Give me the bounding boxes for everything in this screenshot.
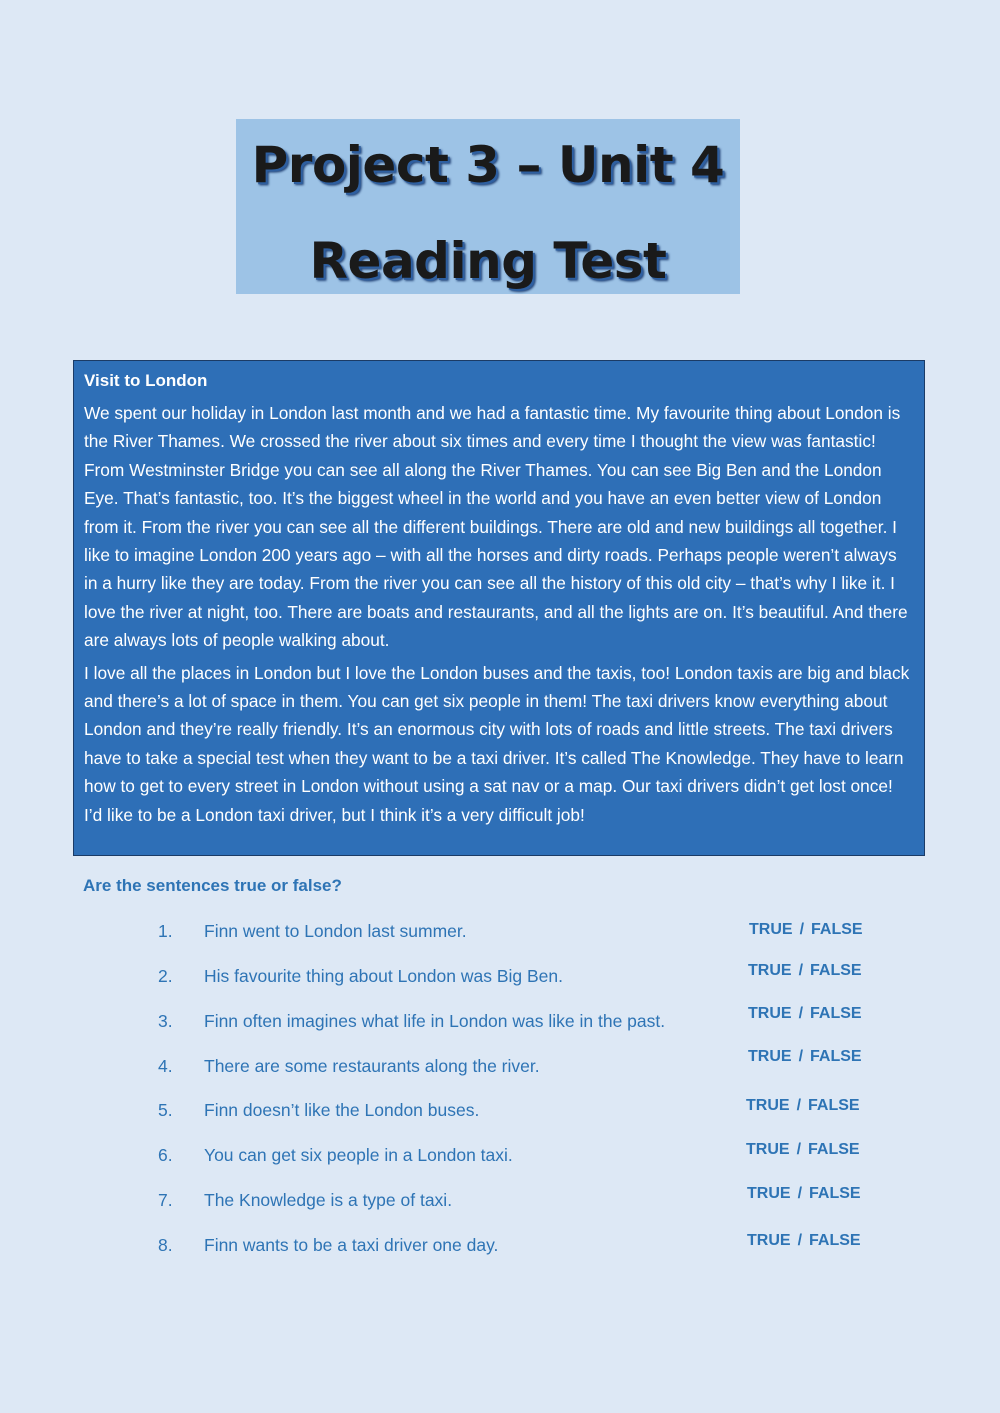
true-option[interactable]: TRUE: [749, 921, 793, 938]
false-option[interactable]: FALSE: [808, 1097, 860, 1114]
question-text: You can get six people in a London taxi.: [204, 1145, 513, 1165]
false-option[interactable]: FALSE: [810, 1005, 862, 1022]
option-separator: /: [797, 1185, 803, 1202]
question-text: Finn doesn’t like the London buses.: [204, 1100, 480, 1120]
option-separator: /: [796, 1097, 802, 1114]
question-number: 1.: [158, 921, 173, 941]
option-separator: /: [796, 1141, 802, 1158]
true-option[interactable]: TRUE: [748, 1048, 792, 1065]
option-separator: /: [798, 1005, 804, 1022]
question-text: Finn wants to be a taxi driver one day.: [204, 1235, 499, 1255]
true-false-options: [748, 1005, 862, 1023]
page-subtitle: Reading Test: [309, 232, 667, 290]
false-option[interactable]: FALSE: [808, 1141, 860, 1158]
question-number: 4.: [158, 1056, 173, 1076]
false-option[interactable]: FALSE: [809, 1232, 861, 1249]
true-false-options: [748, 962, 862, 980]
question-text: His favourite thing about London was Big Ben.: [204, 966, 563, 986]
question-heading: Are the sentences true or false?: [83, 876, 342, 895]
option-separator: /: [798, 962, 804, 979]
passage-paragraph-1: We spent our holiday in London last month and we had a fantastic time. My favourite thing about London is the River Thames. We crossed the river about six times and every time I thought the view was fantastic! From Westminster Bridge you can see all along the River Thames. You can see Big Ben and the London Eye. That’s fantastic, too. It’s the biggest wheel in the world and you have an even better view of London from it. From the river you can see all the different buildings. There are old and new buildings all together. I like to imagine London 200 years ago – with all the horses and dirty roads. Perhaps people weren’t always in a hurry like they are today. From the river you can see all the history of this old city – that’s why I like it. I love the river at night, too. There are boats and restaurants, and all the lights are on. It’s beautiful. And there are always lots of people walking about.: [84, 403, 908, 651]
question-row: [0, 1005, 1000, 1037]
page-title: Project 3 – Unit 4: [251, 136, 725, 194]
true-option[interactable]: TRUE: [748, 1005, 792, 1022]
reading-passage: [73, 360, 925, 856]
question-row: [0, 1048, 1000, 1082]
true-false-options: [749, 921, 863, 939]
true-option[interactable]: TRUE: [746, 1097, 790, 1114]
passage-paragraph-2: I love all the places in London but I love the London buses and the taxis, too! London taxis are big and black and there’s a lot of space in them. You can get six people in them! The taxi drivers know everything about London and they’re really friendly. It’s an enormous city with lots of roads and little streets. The taxi drivers have to take a special test when they want to be a taxi driver. It’s called The Knowledge. They have to learn how to get to every street in London without using a sat nav or a map. Our taxi drivers didn’t get lost once! I’d like to be a London taxi driver, but I think it’s a very difficult job!: [84, 662, 910, 825]
false-option[interactable]: FALSE: [811, 921, 863, 938]
true-option[interactable]: TRUE: [748, 962, 792, 979]
true-option[interactable]: TRUE: [746, 1141, 790, 1158]
true-false-options: [746, 1097, 860, 1115]
question-row: [0, 1185, 1000, 1216]
question-number: 7.: [158, 1190, 173, 1210]
question-number: 5.: [158, 1100, 173, 1120]
option-separator: /: [799, 921, 805, 938]
question-text: Finn went to London last summer.: [204, 921, 467, 941]
question-number: 2.: [158, 966, 173, 986]
question-number: 8.: [158, 1235, 173, 1255]
true-option[interactable]: TRUE: [747, 1185, 791, 1202]
title-box: [236, 119, 740, 294]
question-text: Finn often imagines what life in London was like in the past.: [204, 1011, 666, 1031]
question-number: 6.: [158, 1145, 173, 1165]
false-option[interactable]: FALSE: [810, 1048, 862, 1065]
true-false-options: [746, 1141, 860, 1159]
true-false-options: [747, 1185, 861, 1203]
question-row: [0, 962, 1000, 992]
false-option[interactable]: FALSE: [809, 1185, 861, 1202]
question-row: [0, 1232, 1000, 1261]
option-separator: /: [798, 1048, 804, 1065]
question-number: 3.: [158, 1011, 173, 1031]
question-row: [0, 1141, 1000, 1171]
true-false-options: [747, 1232, 861, 1250]
passage-title: Visit to London: [84, 371, 208, 390]
question-row: [0, 1097, 1000, 1126]
question-row: [0, 921, 1000, 947]
false-option[interactable]: FALSE: [810, 962, 862, 979]
option-separator: /: [797, 1232, 803, 1249]
true-option[interactable]: TRUE: [747, 1232, 791, 1249]
question-text: The Knowledge is a type of taxi.: [204, 1190, 453, 1210]
true-false-options: [748, 1048, 862, 1066]
question-text: There are some restaurants along the river.: [204, 1056, 540, 1076]
